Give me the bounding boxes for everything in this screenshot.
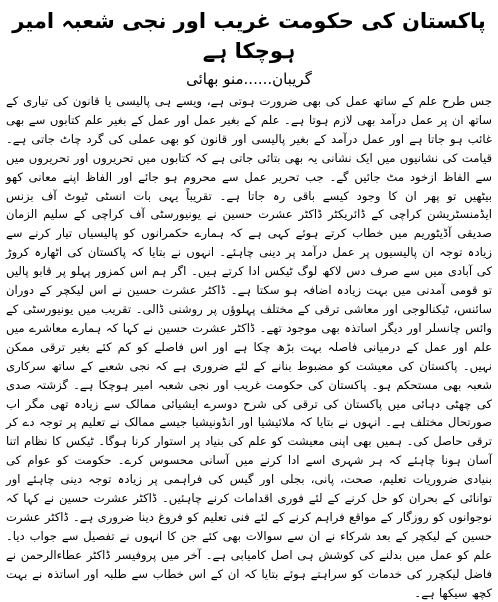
byline: گریبان......منو بھائی [186, 70, 312, 88]
headline: پاکستان کی حکومت غریب اور نجی شعبہ امیر ہوچکا ہے [12, 9, 486, 63]
article-body: جس طرح علم کے ساتھ عمل کی بھی ضرورت ہوتی ہے، ویسے ہی پالیسی یا قانون کی تیاری کے ساتھ ان پر عمل درآمد بھی لازم ہوتا ہے۔ علم کے بغیر عمل اور عمل کے بغیر علم کتابوں سے بھی غائب ہو جاتا ہے اور عمل درآمد کے بغیر پالیسی اور قانون کو بھی عملی کی گرد چاٹ جاتی ہے۔ قیامت کی نشانیوں میں ایک نشانی یہ بھی بتائی جاتی ہے کہ کتابوں میں تحریروں اور تحریروں میں سے الفاظ ازخود مٹ جائیں گے۔ جب تحریر عمل سے محروم ہو جائے اور الفاظ اپنے معانی کھو بیٹھیں تو پھر ان کا وجود کیسے باقی رہ جاتا ہے۔ تقریباً یہی بات انسٹی ٹیوٹ آف بزنس ایڈمنسٹریشن کراچی کے ڈائریکٹر ڈاکٹر عشرت حسین نے یونیورسٹی آف کراچی کے سلیم الزمان صدیقی آڈیٹوریم میں خطاب کرتے ہوئے کہی ہے کہ ہمارے حکمرانوں کو پالیسیاں تیار کرنے سے زیادہ توجہ ان پالیسیوں پر عمل درآمد پر دینی چاہئے۔ انہوں نے بتایا کہ پاکستان کی اٹھارہ کروڑ کی آبادی میں سے صرف دس لاکھ لوگ ٹیکس ادا کرتے ہیں۔ اگر ہم اس کمزور پہلو پر قابو پالیں تو قومی آمدنی میں بہت زیادہ اضافہ ہو سکتا ہے۔ ڈاکٹر عشرت حسین نے اس لیکچر کے دوران سائنس، ٹیکنالوجی اور معاشی ترقی کے مختلف پہلوؤں پر روشنی ڈالی۔ تقریب میں یونیورسٹی کے وائس چانسلر اور دیگر اساتذہ بھی موجود تھے۔ ڈاکٹر عشرت حسین نے کہا کہ ہمارے معاشرے میں علم اور عمل کے درمیانی فاصلہ بہت بڑھ چکا ہے اور اس فاصلے کو کم کئے بغیر ترقی ممکن نہیں۔ پاکستان کی معیشت کو مضبوط بنانے کے لئے ضروری ہے کہ نجی شعبے کے ساتھ سرکاری شعبہ بھی مستحکم ہو۔ پاکستان کی حکومت غریب اور نجی شعبہ امیر ہوچکا ہے۔ گزشتہ صدی کی چھٹی دہائی میں پاکستان کی ترقی کی شرح دوسرے ایشیائی ممالک سے زیادہ تھی مگر اب صورتحال مختلف ہے۔ انہوں نے بتایا کہ ملائیشیا اور انڈونیشیا جیسے ممالک نے تعلیم پر توجہ دے کر ترقی حاصل کی۔ ہمیں بھی اپنی معیشت کو علم کی بنیاد پر استوار کرنا ہوگا۔ ٹیکس کا نظام اتنا آسان ہونا چاہئے کہ ہر شہری اسے ادا کرنے میں آسانی محسوس کرے۔ حکومت کو عوام کی بنیادی ضروریات تعلیم، صحت، پانی، بجلی اور گیس کی فراہمی پر زیادہ توجہ دینی چاہئے اور توانائی کے بحران کو حل کرنے کے لئے فوری اقدامات کرنے چاہئیں۔ ڈاکٹر عشرت حسین نے کہا کہ نوجوانوں کو روزگار کے مواقع فراہم کرنے کے لئے فنی تعلیم کو فروغ دینا ضروری ہے۔ ڈاکٹر عشرت حسین کے لیکچر کے بعد شرکاء نے ان سے سوالات بھی کئے جن کا انہوں نے تفصیل سے جواب دیا۔ علم کو عمل میں بدلنے کی کوشش ہی اصل کامیابی ہے۔ آخر میں پروفیسر ڈاکٹر عطاءالرحمن نے فاضل لیکچرر کی خدمات کو سراہتے ہوئے بتایا کہ ان کے اس خطاب سے طلبہ اور اساتذہ نے بہت کچھ سیکھا ہے۔ [6, 94, 492, 600]
